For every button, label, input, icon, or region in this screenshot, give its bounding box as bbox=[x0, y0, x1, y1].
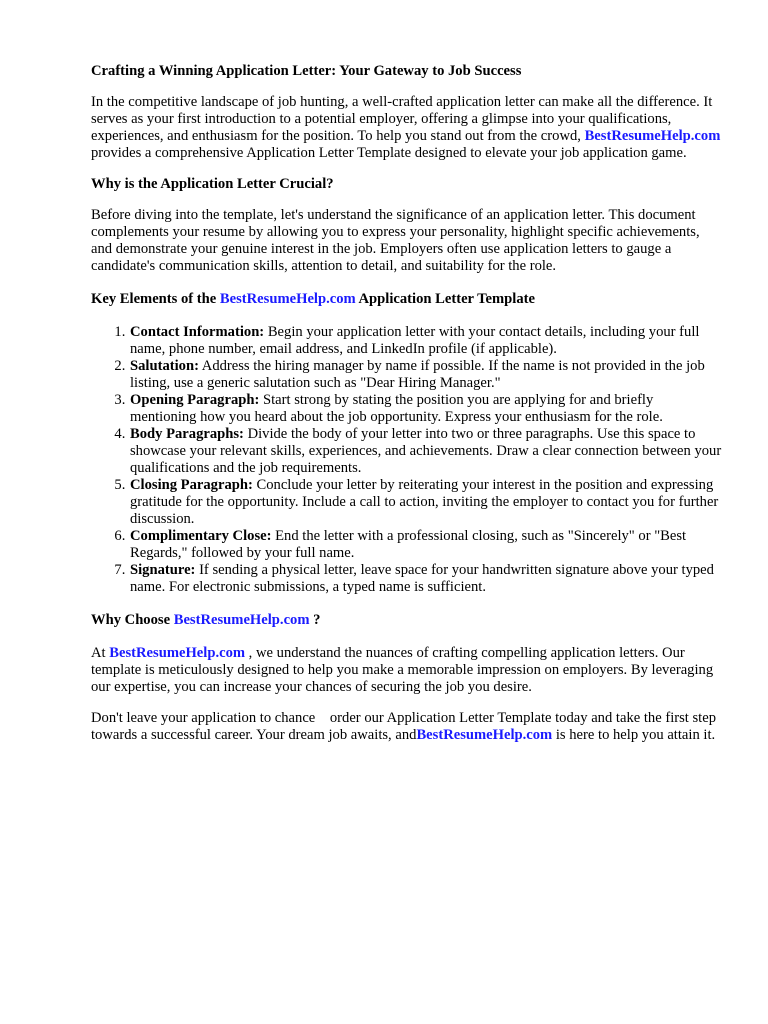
list-item-label: Body Paragraphs: bbox=[130, 426, 244, 442]
choose-heading-before: Why Choose bbox=[91, 612, 174, 628]
list-item-text: Conclude your letter by reiterating your interest in the position and expressing gratitude for the opportunity. Include a call to action, inviting the employer to contact you for further discussion. bbox=[130, 477, 719, 527]
bestresumehelp-link[interactable]: BestResumeHelp.com bbox=[173, 612, 310, 628]
list-item-text: Address the hiring manager by name if possible. If the name is not provided in the job listing, use a generic salutation such as "Dear Hiring Manager." bbox=[130, 358, 705, 391]
bestresumehelp-link[interactable]: BestResumeHelp.com bbox=[109, 645, 246, 661]
list-item bbox=[129, 562, 723, 596]
list-item-label: Signature: bbox=[130, 562, 196, 578]
list-item-label: Closing Paragraph: bbox=[130, 477, 253, 493]
choose-heading-after: ? bbox=[309, 612, 321, 628]
key-heading-before: Key Elements of the bbox=[91, 291, 220, 307]
why-heading: Why is the Application Letter Crucial? bbox=[91, 176, 334, 192]
list-item-text: Start strong by stating the position you are applying for and briefly mentioning how you heard about the job opportunity. Express your enthusiasm for the role. bbox=[130, 392, 663, 425]
intro-text-before: In the competitive landscape of job hunting, a well-crafted application letter can make all the difference. It serves as your first introduction to a potential employer, offering a glimpse into your qualifications, experiences, and enthusiasm for the position. To help you stand out from the crowd, bbox=[91, 94, 713, 144]
list-item bbox=[129, 426, 723, 477]
list-item-text: Begin your application letter with your contact details, including your full name, phone number, email address, and LinkedIn profile (if applicable). bbox=[130, 324, 700, 357]
bestresumehelp-link[interactable]: BestResumeHelp.com bbox=[584, 128, 721, 144]
why-choose-heading bbox=[91, 612, 723, 629]
closing-paragraph bbox=[91, 710, 723, 744]
list-item-label: Salutation: bbox=[130, 358, 199, 374]
list-item bbox=[129, 477, 723, 528]
bestresumehelp-link[interactable]: BestResumeHelp.com bbox=[219, 291, 356, 307]
why-paragraph: Before diving into the template, let's understand the significance of an application letter. This document complements your resume by allowing you to express your personality, highlight specific achievements, and demonstrate your genuine interest in the job. Employers often use application letters to gauge a candidate's communication skills, attention to detail, and suitability for the role. bbox=[91, 207, 700, 274]
list-item-label: Contact Information: bbox=[130, 324, 265, 340]
closing-text-before: Don't leave your application to chance order our Application Letter Template today and take the first step towards a successful career. Your dream job awaits, and bbox=[91, 710, 720, 743]
document-page bbox=[91, 58, 723, 744]
at-paragraph bbox=[91, 645, 723, 696]
list-item-label: Opening Paragraph: bbox=[130, 392, 260, 408]
at-text-before: At bbox=[91, 645, 110, 661]
list-item-label: Complimentary Close: bbox=[130, 528, 272, 544]
list-item-text: Divide the body of your letter into two or three paragraphs. Use this space to showcase your relevant skills, experiences, and achievements. Draw a clear connection between your qualifications and the job requirements. bbox=[130, 426, 722, 476]
list-item bbox=[129, 324, 723, 358]
list-item bbox=[129, 358, 723, 392]
page-title: Crafting a Winning Application Letter: Your Gateway to Job Success bbox=[91, 63, 522, 79]
list-item-text: If sending a physical letter, leave space for your handwritten signature above your typed name. For electronic submissions, a typed name is sufficient. bbox=[130, 562, 714, 595]
closing-text-after: is here to help you attain it. bbox=[552, 727, 716, 743]
key-elements-list bbox=[91, 324, 723, 596]
intro-paragraph bbox=[91, 94, 723, 162]
bestresumehelp-link[interactable]: BestResumeHelp.com bbox=[416, 727, 553, 743]
at-text-after: , we understand the nuances of crafting compelling application letters. Our template is meticulously designed to help you make a memorable impression on employers. By leveraging our expertise, you can increase your chances of securing the job you desire. bbox=[91, 645, 714, 695]
key-heading-after: Application Letter Template bbox=[355, 291, 535, 307]
key-elements-heading bbox=[91, 291, 723, 308]
list-item bbox=[129, 528, 723, 562]
intro-text-after: provides a comprehensive Application Letter Template designed to elevate your job application game. bbox=[91, 145, 687, 161]
list-item-text: End the letter with a professional closing, such as "Sincerely" or "Best Regards," followed by your full name. bbox=[130, 528, 687, 561]
list-item bbox=[129, 392, 723, 426]
